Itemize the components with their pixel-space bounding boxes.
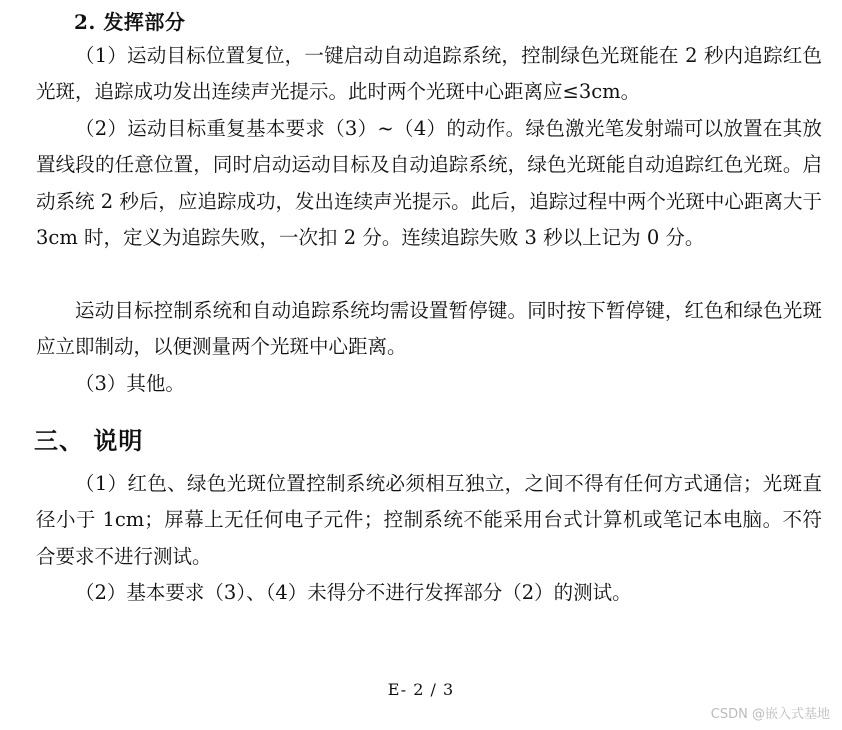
section-heading-extension: 2. 发挥部分 bbox=[74, 10, 186, 34]
paragraph-extension-3: （3）其他。 bbox=[75, 372, 185, 395]
paragraph-pause-key: 运动目标控制系统和自动追踪系统均需设置暂停键。同时按下暂停键，红色和绿色光斑应立即制动，以便测量两个光斑中心距离。 bbox=[36, 299, 822, 359]
paragraph-notes-2: （2）基本要求（3）、（4）未得分不进行发挥部分（2）的测试。 bbox=[75, 581, 632, 604]
page-number: E- 2 / 3 bbox=[387, 680, 455, 699]
paragraph-extension-1: （1）运动目标位置复位，一键启动自动追踪系统，控制绿色光斑能在 2 秒内追踪红色光斑，追踪成功发出连续声光提示。此时两个光斑中心距离应≤3cm。 bbox=[36, 44, 822, 104]
section-heading-notes: 三、 说明 bbox=[34, 426, 144, 455]
watermark: CSDN @嵌入式基地 bbox=[710, 707, 830, 722]
paragraph-extension-2: （2）运动目标重复基本要求（3）~（4）的动作。绿色激光笔发射端可以放置在其放置线段的任意位置，同时启动运动目标及自动追踪系统，绿色光斑能自动追踪红色光斑。启动系统 2 秒后，应追踪成功，发出连续声光提示。此后，追踪过程中两个光斑中心距离大于 3cm 时，定义为追踪失败，一次扣 2 分。连续追踪失败 3 秒以上记为 0 分。 bbox=[36, 117, 822, 249]
paragraph-notes-1: （1）红色、绿色光斑位置控制系统必须相互独立，之间不得有任何方式通信；光斑直径小于 1cm；屏幕上无任何电子元件；控制系统不能采用台式计算机或笔记本电脑。不符合要求不进行测试。 bbox=[36, 472, 822, 568]
